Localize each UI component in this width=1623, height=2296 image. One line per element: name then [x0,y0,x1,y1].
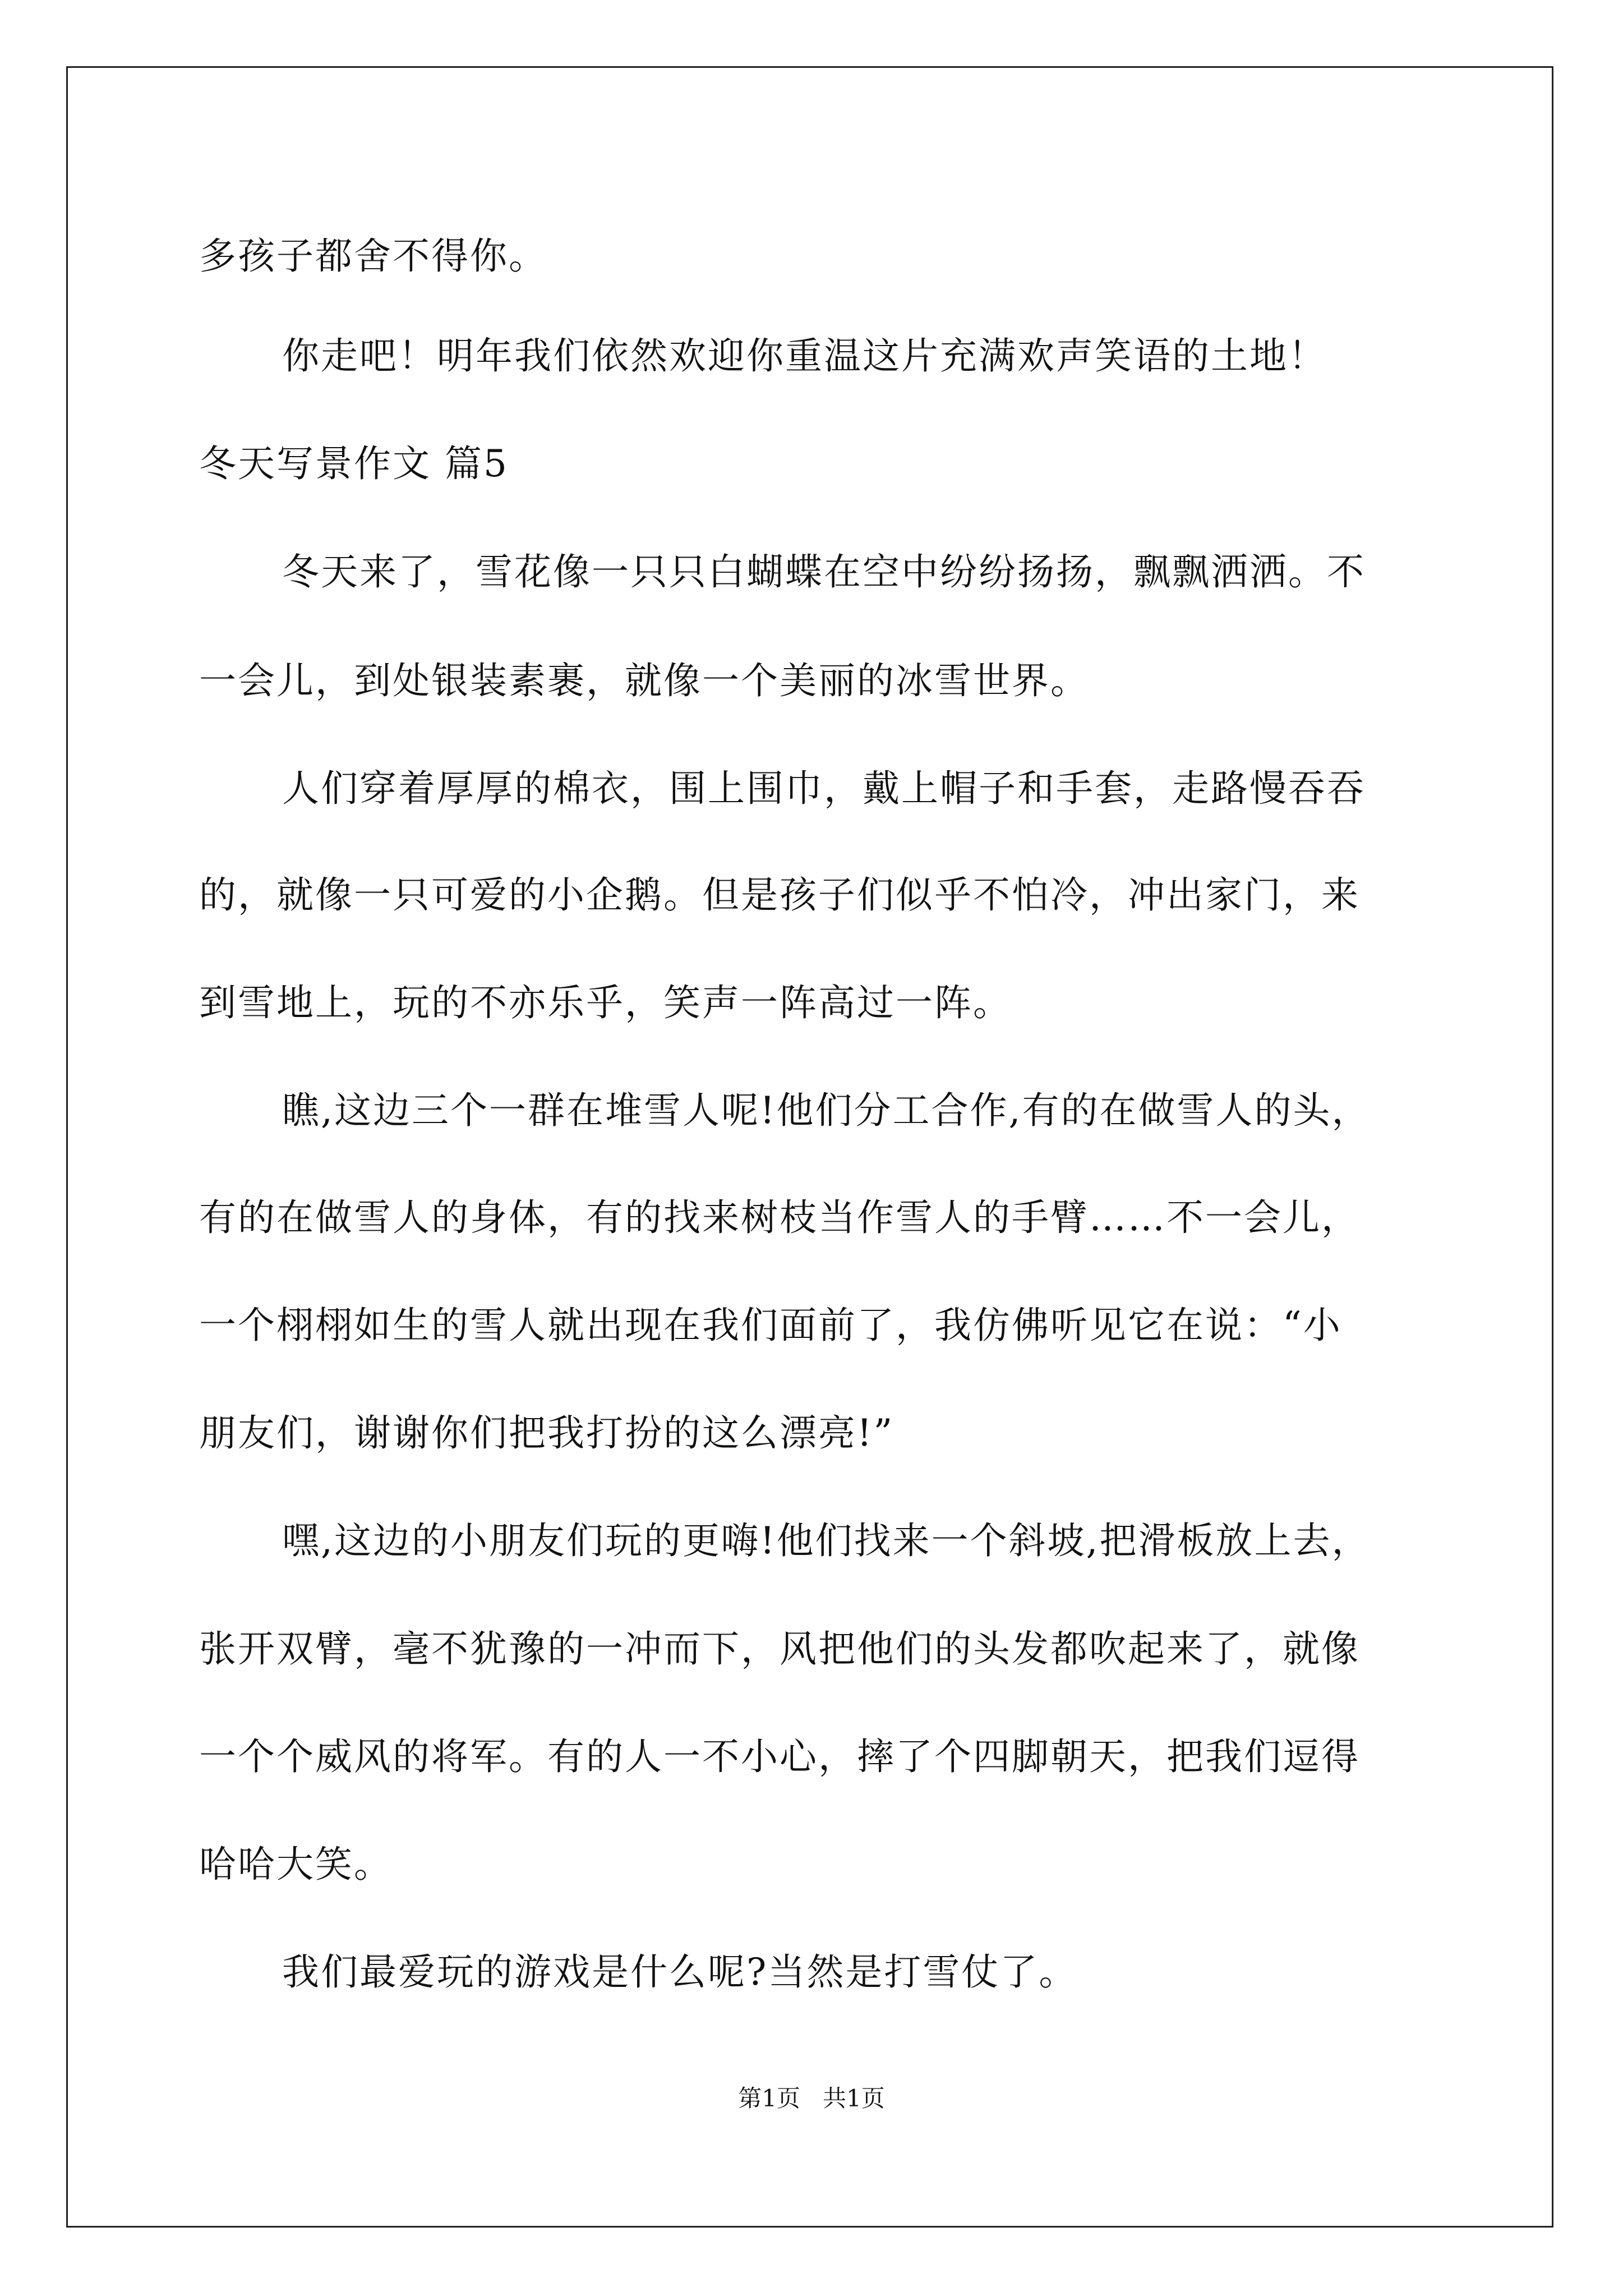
paragraph-line: 我们最爱玩的游戏是什么呢?当然是打雪仗了。 [282,1950,1078,1994]
paragraph-line: 有的在做雪人的身体，有的找来树枝当作雪人的手臂……不一会儿， [199,1196,1360,1239]
paragraph-line: 嘿,这边的小朋友们玩的更嗨!他们找来一个斜坡,把滑板放上去， [282,1519,1371,1562]
paragraph-line: 人们穿着厚厚的棉衣，围上围巾，戴上帽子和手套，走路慢吞吞 [282,767,1366,810]
paragraph-line: 张开双臂，毫不犹豫的一冲而下，风把他们的头发都吹起来了，就像 [199,1627,1360,1671]
paragraph-line: 你走吧！明年我们依然欢迎你重温这片充满欢声笑语的土地！ [282,334,1327,378]
paragraph-line: 朋友们，谢谢你们把我打扮的这么漂亮!” [199,1411,895,1455]
page-border [66,66,1553,2228]
paragraph-line: 一个个威风的将军。有的人一不小心，摔了个四脚朝天，把我们逗得 [199,1735,1360,1778]
paragraph-line: 一个栩栩如生的雪人就出现在我们面前了，我仿佛听见它在说：“小 [199,1304,1342,1347]
paragraph-line: 多孩子都舍不得你。 [199,234,547,278]
paragraph-line: 瞧,这边三个一群在堆雪人呢!他们分工合作,有的在做雪人的头， [282,1089,1371,1132]
paragraph-line: 哈哈大笑。 [199,1843,393,1886]
paragraph-line: 一会儿，到处银装素裹，就像一个美丽的冰雪世界。 [199,659,1089,702]
section-heading: 冬天写景作文 篇5 [199,442,509,485]
paragraph-line: 冬天来了，雪花像一只只白蝴蝶在空中纷纷扬扬，飘飘洒洒。不 [282,550,1366,593]
paragraph-line: 的，就像一只可爱的小企鹅。但是孩子们似乎不怕冷，冲出家门，来 [199,873,1360,917]
page-footer: 第1页 共1页 [738,2085,885,2112]
paragraph-line: 到雪地上，玩的不亦乐乎，笑声一阵高过一阵。 [199,981,1012,1024]
